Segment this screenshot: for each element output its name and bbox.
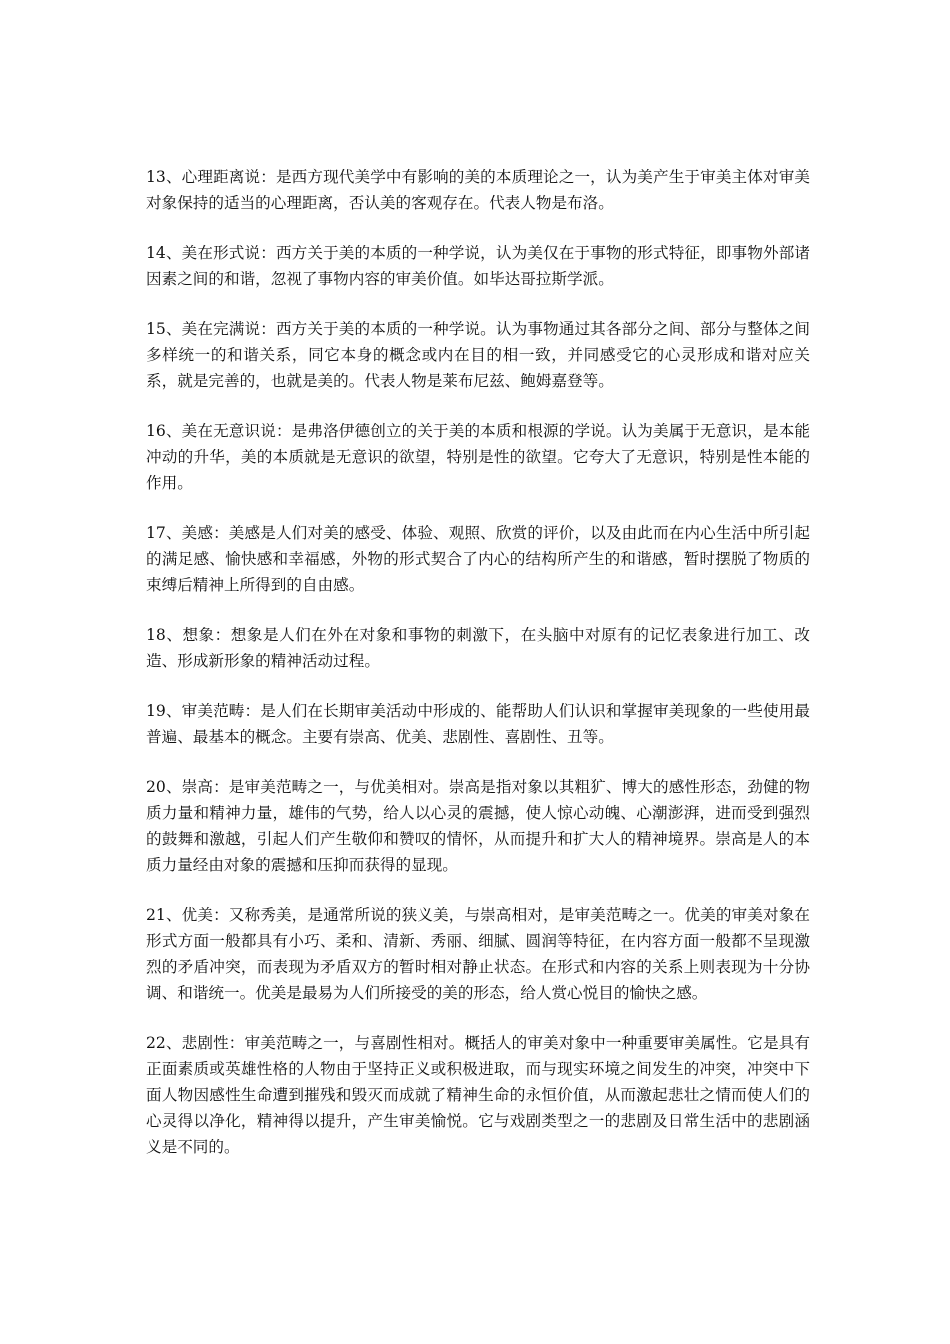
entry-17-aesthetic-feeling: 17、美感：美感是人们对美的感受、体验、观照、欣赏的评价，以及由此而在内心生活中所引起的满足感、愉快感和幸福感，外物的形式契合了内心的结构所产生的和谐感，暂时摆脱了物质的束缚后精神上所得到的自由感。 xyxy=(146,524,810,594)
entry-16-beauty-in-unconscious: 16、美在无意识说：是弗洛伊德创立的关于美的本质和根源的学说。认为美属于无意识，是本能冲动的升华，美的本质就是无意识的欲望，特别是性的欲望。它夸大了无意识，特别是性本能的作用。 xyxy=(146,422,810,492)
entry-15-beauty-in-perfection: 15、美在完满说：西方关于美的本质的一种学说。认为事物通过其各部分之间、部分与整体之间多样统一的和谐关系，同它本身的概念或内在目的相一致，并同感受它的心灵形成和谐对应关系，就是完善的，也就是美的。代表人物是莱布尼兹、鲍姆嘉登等。 xyxy=(146,320,810,390)
entry-22-tragic: 22、悲剧性：审美范畴之一，与喜剧性相对。概括人的审美对象中一种重要审美属性。它是具有正面素质或英雄性格的人物由于坚持正义或积极进取，而与现实环境之间发生的冲突，冲突中下面人物因感性生命遭到摧残和毁灭而成就了精神生命的永恒价值，从而激起悲壮之情而使人们的心灵得以净化，精神得以提升，产生审美愉悦。它与戏剧类型之一的悲剧及日常生活中的悲剧涵义是不同的。 xyxy=(146,1034,810,1156)
entry-19-aesthetic-category: 19、审美范畴：是人们在长期审美活动中形成的、能帮助人们认识和掌握审美现象的一些使用最普遍、最基本的概念。主要有崇高、优美、悲剧性、喜剧性、丑等。 xyxy=(146,702,810,746)
entry-18-imagination: 18、想象：想象是人们在外在对象和事物的刺激下，在头脑中对原有的记忆表象进行加工、改造、形成新形象的精神活动过程。 xyxy=(146,626,810,670)
entry-20-sublime: 20、崇高：是审美范畴之一，与优美相对。崇高是指对象以其粗犷、博大的感性形态，劲健的物质力量和精神力量，雄伟的气势，给人以心灵的震撼，使人惊心动魄、心潮澎湃，进而受到强烈的鼓舞和激越，引起人们产生敬仰和赞叹的情怀，从而提升和扩大人的精神境界。崇高是人的本质力量经由对象的震撼和压抑而获得的显现。 xyxy=(146,778,810,874)
entry-21-grace: 21、优美：又称秀美，是通常所说的狭义美，与崇高相对，是审美范畴之一。优美的审美对象在形式方面一般都具有小巧、柔和、清新、秀丽、细腻、圆润等特征，在内容方面一般都不呈现激烈的矛盾冲突，而表现为矛盾双方的暂时相对静止状态。在形式和内容的关系上则表现为十分协调、和谐统一。优美是最易为人们所接受的美的形态，给人赏心悦目的愉快之感。 xyxy=(146,906,810,1002)
entry-13-psychical-distance: 13、心理距离说：是西方现代美学中有影响的美的本质理论之一，认为美产生于审美主体对审美对象保持的适当的心理距离，否认美的客观存在。代表人物是布洛。 xyxy=(146,168,810,212)
document-body xyxy=(146,164,810,1160)
entry-14-beauty-in-form: 14、美在形式说：西方关于美的本质的一种学说，认为美仅在于事物的形式特征，即事物外部诸因素之间的和谐，忽视了事物内容的审美价值。如毕达哥拉斯学派。 xyxy=(146,244,810,288)
